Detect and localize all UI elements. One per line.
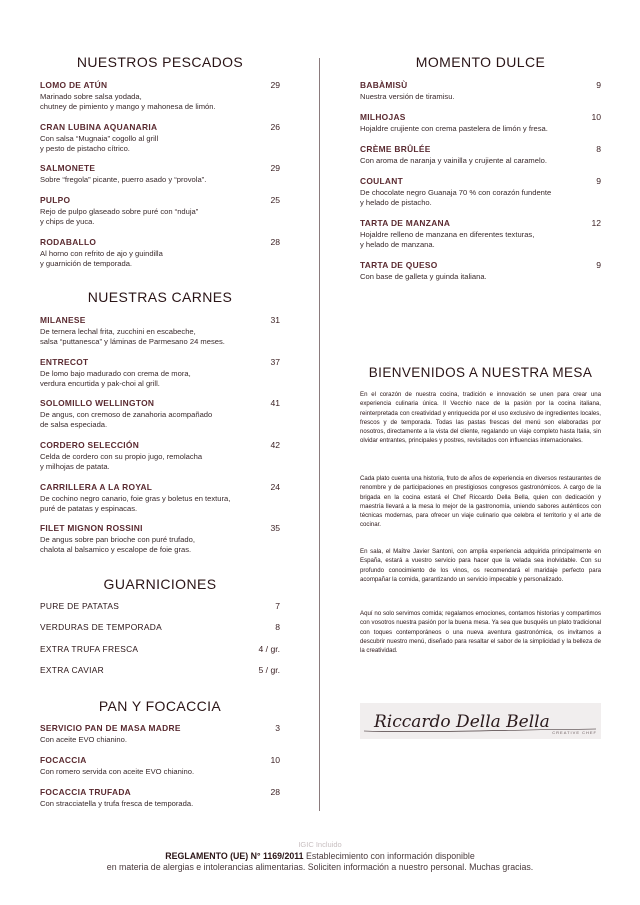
item-description: Con salsa “Mugnaia” cogollo al grill y pesto de pistacho cítrico.	[40, 134, 159, 153]
item-description: De ternera lechal frita, zucchini en escabeche, salsa “puttanesca” y láminas de Parmesano 24 meses.	[40, 327, 225, 346]
menu-item	[40, 163, 280, 185]
item-price: 9	[596, 80, 601, 90]
item-description: Sobre “fregola” picante, puerro asado y “provola”.	[40, 175, 207, 184]
item-description: Con romero servida con aceite EVO chianino.	[40, 767, 195, 776]
menu-item	[40, 601, 280, 612]
item-description: De chocolate negro Guanaja 70 % con corazón fundente y helado de pistacho.	[360, 188, 552, 207]
item-description: Con base de galleta y guinda italiana.	[360, 272, 487, 281]
item-description: Con aceite EVO chianino.	[40, 735, 127, 744]
item-description: Hojaldre relleno de manzana en diferentes texturas, y helado de manzana.	[360, 230, 535, 249]
item-price: 12	[591, 218, 601, 228]
section-title-pescados: NUESTROS PESCADOS	[76, 54, 244, 70]
item-price: 9	[596, 176, 601, 186]
item-description: Con aroma de naranja y vainilla y crujiente al caramelo.	[360, 156, 547, 165]
item-price: 41	[270, 398, 280, 408]
menu-item	[40, 122, 280, 154]
signature-subtitle: CREATIVE CHEF	[552, 730, 597, 735]
item-name: CRAN LUBINA AQUANARIA	[40, 122, 158, 132]
item-description: De lomo bajo madurado con crema de mora, verdura encurtida y pak-choi al grill.	[40, 369, 191, 388]
menu-item	[360, 112, 601, 134]
menu-item	[360, 218, 601, 250]
menu-item	[40, 787, 280, 809]
section-title-pan: PAN Y FOCACCIA	[98, 698, 222, 714]
item-name: VERDURAS DE TEMPORADA	[40, 622, 163, 632]
item-description: Marinado sobre salsa yodada, chutney de pimiento y mango y mahonesa de limón.	[40, 92, 216, 111]
item-description: Celda de cordero con su propio jugo, remolacha y milhojas de patata.	[40, 452, 203, 471]
item-name: CARRILLERA A LA ROYAL	[40, 482, 153, 492]
menu-item	[40, 644, 280, 655]
item-name: EXTRA CAVIAR	[40, 665, 104, 675]
item-price: 25	[270, 195, 280, 205]
item-name: CRÈME BRÛLÉE	[360, 144, 431, 154]
signature-name: Riccardo Della Bella	[374, 712, 550, 732]
item-price: 37	[270, 357, 280, 367]
item-name: COULANT	[360, 176, 404, 186]
item-name: PURE DE PATATAS	[40, 601, 120, 611]
item-name: ENTRECOT	[40, 357, 89, 367]
section-title-carnes: NUESTRAS CARNES	[87, 289, 233, 305]
chef-signature	[360, 703, 601, 739]
menu-item	[40, 195, 280, 227]
menu-item	[360, 80, 601, 102]
menu-item	[40, 80, 280, 112]
menu-item	[360, 176, 601, 208]
item-name: FOCACCIA	[40, 755, 87, 765]
item-name: SERVICIO PAN DE MASA MADRE	[40, 723, 181, 733]
item-price: 35	[270, 523, 280, 533]
item-price: 9	[596, 260, 601, 270]
item-name: TARTA DE QUESO	[360, 260, 438, 270]
item-name: MILHOJAS	[360, 112, 406, 122]
item-name: TARTA DE MANZANA	[360, 218, 451, 228]
menu-item	[40, 665, 280, 676]
section-title-guarniciones: GUARNICIONES	[103, 576, 217, 592]
item-price: 24	[270, 482, 280, 492]
item-price: 10	[591, 112, 601, 122]
item-price: 8	[596, 144, 601, 154]
menu-item	[40, 398, 280, 430]
item-name: SALMONETE	[40, 163, 96, 173]
item-price: 31	[270, 315, 280, 325]
item-description: Rejo de pulpo glaseado sobre puré con “nduja” y chips de yuca.	[40, 207, 199, 226]
item-price: 29	[270, 80, 280, 90]
menu-item	[40, 622, 280, 633]
footer-text-1: Establecimiento con información disponible	[303, 851, 475, 861]
section-title-about: BIENVENIDOS A NUESTRA MESA	[368, 365, 593, 380]
section-title-dulce: MOMENTO DULCE	[415, 54, 546, 70]
item-price: 5 / gr.	[258, 665, 280, 675]
item-description: Nuestra versión de tiramisu.	[360, 92, 455, 101]
item-price: 4 / gr.	[258, 644, 280, 654]
item-description: De angus, con cremoso de zanahoria acompañado de salsa especiada.	[40, 410, 213, 429]
menu-item	[360, 260, 601, 282]
about-paragraph: Cada plato cuenta una historia, fruto de años de experiencia en diversos restaurantes de renombre y de participaciones en prestigiosos congresos gastronómicos. A cargo de la brigada en la cocina estará el Chef Riccardo Della Bella, quien con dedicación y maestría llevará a la mesa lo mejor de la gastronomía, uniendo sabores auténticos con técnicas modernas, para ofrecer un viaje culinario que celebra el territorio y el arte de cocinar.	[360, 475, 601, 529]
item-price: 10	[270, 755, 280, 765]
item-price: 8	[275, 622, 280, 632]
item-price: 26	[270, 122, 280, 132]
item-name: FILET MIGNON ROSSINI	[40, 523, 143, 533]
item-name: RODABALLO	[40, 237, 97, 247]
menu-item	[40, 357, 280, 389]
item-price: 29	[270, 163, 280, 173]
about-paragraph: En el corazón de nuestra cocina, tradición e innovación se unen para crear una experiencia culinaria única. Il Vecchio nace de la pasión por la cocina italiana, reinterpretada con creatividad y enriquecida por el uso exclusivo de ingredientes locales, frescos y de temporada. Todas las pastas frescas del menú son elaboradas por nosotros, directamente a la vista del cliente, regalando un viaje completo hasta Italia, sin olvidar entrantes, principales y postres, revisitados con influencias internacionales.	[360, 391, 601, 445]
menu-item	[40, 440, 280, 472]
footer-allergen-notice	[40, 851, 600, 873]
menu-item	[40, 237, 280, 269]
item-price: 42	[270, 440, 280, 450]
item-name: MILANESE	[40, 315, 86, 325]
item-price: 28	[270, 787, 280, 797]
item-name: SOLOMILLO WELLINGTON	[40, 398, 155, 408]
menu-item	[40, 723, 280, 745]
item-name: BABÀMISÙ	[360, 80, 408, 90]
item-name: FOCACCIA TRUFADA	[40, 787, 132, 797]
item-name: EXTRA TRUFA FRESCA	[40, 644, 139, 654]
footer-text-2: en materia de alergias e intolerancias alimentarias. Soliciten información a nuestro personal. Muchas gracias.	[106, 862, 534, 872]
about-paragraph: En sala, el Maître Javier Santoni, con amplia experiencia adquirida principalmente en España, estará a vuestro servicio para hacer que la velada sea inolvidable. Con su profundo conocimiento de los vinos, os recomendará el maridaje perfecto para acompañar la comida, garantizando un servicio impecable y personalizado.	[360, 548, 601, 583]
menu-item	[40, 315, 280, 347]
menu-item	[360, 144, 601, 166]
column-divider	[319, 58, 320, 811]
igic-note: IGIC Incluido	[298, 840, 342, 849]
item-price: 3	[275, 723, 280, 733]
about-paragraph: Aquí no solo servimos comida; regalamos emociones, contamos historias y compartimos con vosotros nuestra pasión por la buena mesa. Ya sea que busquéis un plato tradicional con toques contemporáneos o una nueva aventura gastronómica, os invitamos a descubrir nuestro menú, diseñado para resaltar el sabor de la simplicidad y la belleza de la creatividad.	[360, 610, 601, 655]
item-description: Al horno con refrito de ajo y guindilla y guarnición de temporada.	[40, 249, 163, 268]
menu-item	[40, 523, 280, 555]
menu-item	[40, 755, 280, 777]
item-price: 7	[275, 601, 280, 611]
item-description: Hojaldre crujiente con crema pastelera de limón y fresa.	[360, 124, 548, 133]
item-name: LOMO DE ATÚN	[40, 80, 108, 90]
item-name: CORDERO SELECCIÓN	[40, 440, 140, 450]
item-price: 28	[270, 237, 280, 247]
menu-item	[40, 482, 280, 514]
item-name: PULPO	[40, 195, 71, 205]
item-description: Con stracciatella y trufa fresca de temporada.	[40, 799, 194, 808]
item-description: De angus sobre pan brioche con puré trufado, chalota al balsamico y escalope de foie gras.	[40, 535, 195, 554]
regulation-ref: REGLAMENTO (UE) N° 1169/2011	[165, 851, 304, 861]
item-description: De cochino negro canario, foie gras y boletus en textura, puré de patatas y espinacas.	[40, 494, 231, 513]
